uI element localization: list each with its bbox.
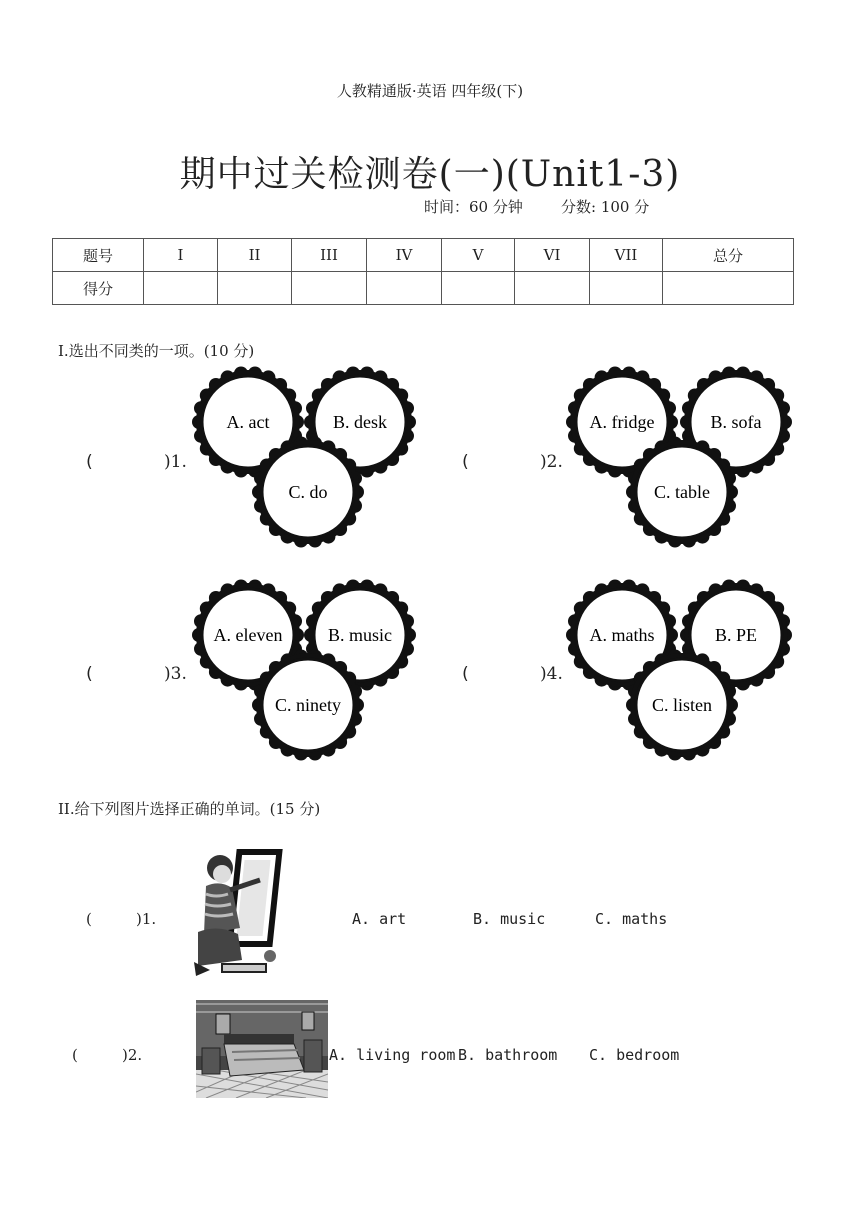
option-bubble-group — [572, 370, 802, 550]
question-number: )1. — [136, 910, 157, 928]
page-title: 期中过关检测卷(一)(Unit1-3) — [179, 154, 681, 195]
option-a: A. art — [352, 910, 407, 928]
question-number: )1. — [164, 452, 187, 472]
section-1-title: I.选出不同类的一项。(10 分) — [58, 342, 255, 360]
option-b-label: B. sofa — [710, 412, 762, 432]
score-input-cell[interactable] — [590, 272, 663, 305]
score-table — [52, 238, 794, 305]
option-c-label: C. listen — [651, 695, 713, 715]
option-a-label: A. eleven — [213, 625, 283, 645]
option-b: B. bathroom — [458, 1046, 558, 1064]
bedroom-image — [196, 1000, 328, 1098]
answer-blank[interactable] — [96, 452, 162, 476]
score-input-cell[interactable] — [515, 272, 590, 305]
option-a-label: A. maths — [589, 625, 655, 645]
option-bubble-group — [190, 370, 420, 550]
score-table-score-row — [53, 272, 794, 305]
answer-paren: ( — [84, 664, 95, 684]
score-input-cell[interactable] — [367, 272, 442, 305]
score-header-cell: 题号 — [53, 239, 144, 272]
option-c-label: C. table — [654, 482, 710, 502]
header-text: 人教精通版·英语 四年级(下) — [336, 82, 524, 100]
time-text: 时间：60 分钟 — [424, 198, 523, 216]
score-header-cell: VI — [515, 239, 590, 272]
score-text: 分数: 100 分 — [561, 198, 650, 216]
question-number: )2. — [540, 452, 563, 472]
score-header-cell: VII — [590, 239, 663, 272]
score-header-cell: V — [442, 239, 515, 272]
score-input-cell[interactable] — [292, 272, 367, 305]
answer-paren: ( — [84, 452, 95, 472]
option-b-label: B. PE — [714, 625, 758, 645]
option-a: A. living room — [329, 1046, 456, 1064]
option-b-label: B. desk — [333, 412, 387, 432]
score-row-label: 得分 — [53, 272, 144, 305]
answer-blank[interactable] — [472, 452, 538, 476]
score-header-cell: 总分 — [663, 239, 794, 272]
score-header-cell: III — [292, 239, 367, 272]
option-bubble-group — [572, 583, 802, 763]
option-c-label: C. do — [288, 482, 328, 502]
score-input-cell[interactable] — [218, 272, 292, 305]
score-table-header-row — [53, 239, 794, 272]
answer-blank[interactable] — [96, 664, 162, 688]
answer-paren: ( — [86, 910, 92, 928]
exam-meta — [424, 196, 649, 217]
option-a-label: A. act — [226, 412, 270, 432]
answer-blank[interactable] — [84, 1046, 120, 1068]
score-input-cell[interactable] — [442, 272, 515, 305]
answer-paren: ( — [460, 664, 471, 684]
score-header-cell: I — [144, 239, 218, 272]
score-header-cell: IV — [367, 239, 442, 272]
answer-blank[interactable] — [472, 664, 538, 688]
question-number: )2. — [122, 1046, 143, 1064]
question-number: )3. — [164, 664, 187, 684]
option-c: C. maths — [595, 910, 668, 928]
section-2-title: II.给下列图片选择正确的单词。(15 分) — [58, 800, 321, 818]
score-header-cell: II — [218, 239, 292, 272]
girl-painting-image — [192, 846, 284, 978]
question-number: )4. — [540, 664, 563, 684]
option-c: C. bedroom — [589, 1046, 680, 1064]
option-b-label: B. music — [327, 625, 393, 645]
answer-paren: ( — [460, 452, 471, 472]
option-a-label: A. fridge — [589, 412, 655, 432]
option-b: B. music — [473, 910, 546, 928]
score-input-cell[interactable] — [144, 272, 218, 305]
score-input-cell[interactable] — [663, 272, 794, 305]
answer-paren: ( — [72, 1046, 78, 1064]
option-bubble-group — [190, 583, 420, 763]
option-c-label: C. ninety — [275, 695, 341, 715]
answer-blank[interactable] — [98, 910, 134, 932]
